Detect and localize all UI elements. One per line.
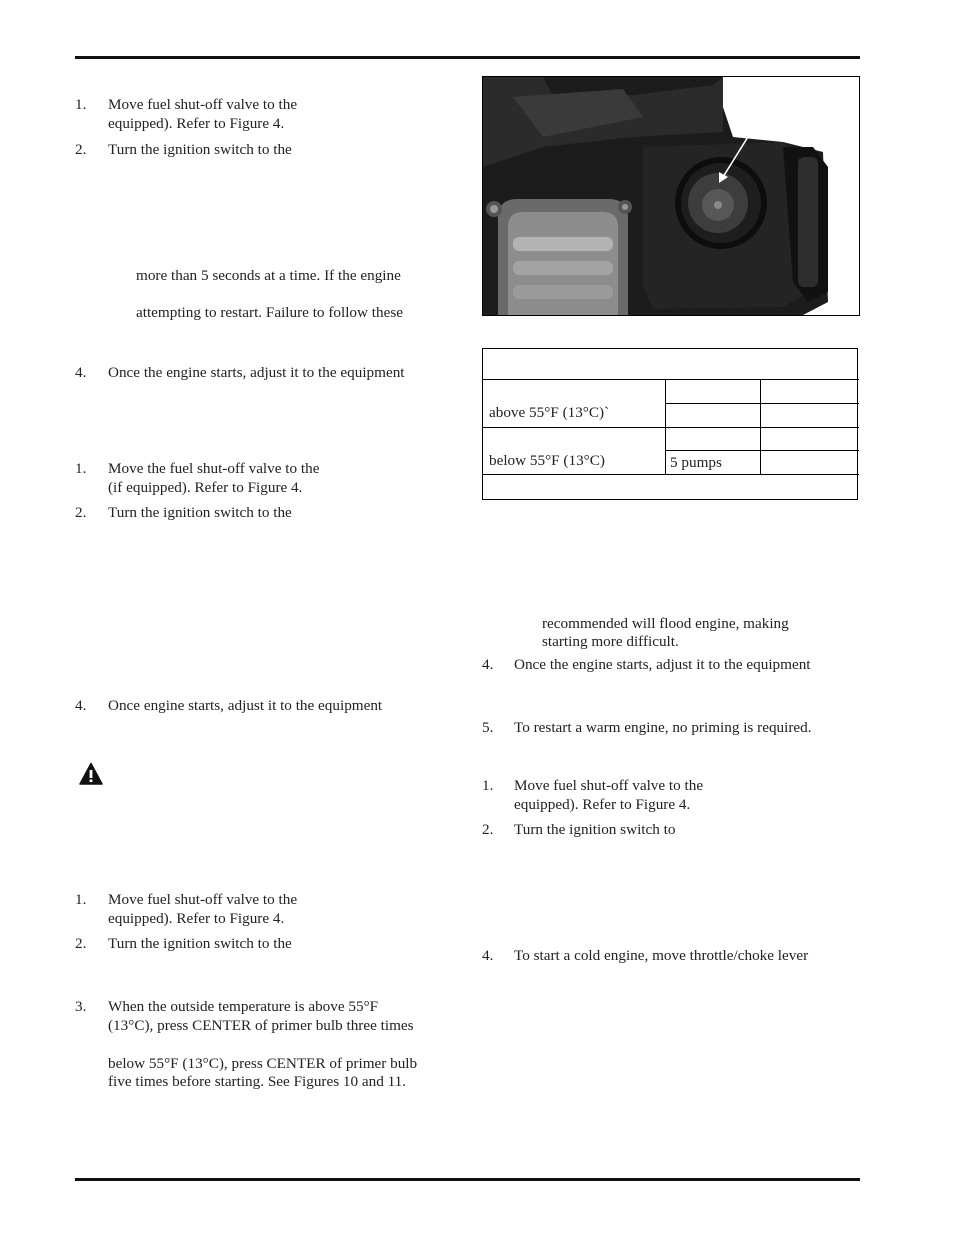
list-number: 5.: [482, 719, 494, 736]
list-item-text: (if equipped). Refer to Figure 4.: [108, 479, 303, 496]
list-item-text: Turn the ignition switch to the: [108, 935, 292, 952]
list-number: 2.: [75, 141, 87, 158]
table-rule: [665, 379, 666, 474]
note-text: attempting to restart. Failure to follow these: [136, 304, 403, 321]
table-rule: [483, 474, 859, 475]
engine-primer-bulb-photo: [482, 76, 860, 316]
list-item-text: Turn the ignition switch to the: [108, 504, 292, 521]
table-rule: [760, 379, 761, 474]
list-item-text: five times before starting. See Figures 10 and 11.: [108, 1073, 407, 1090]
note-text: more than 5 seconds at a time. If the engine: [136, 267, 401, 284]
list-item-text: When the outside temperature is above 55°F: [108, 998, 379, 1015]
list-item-text: equipped). Refer to Figure 4.: [108, 115, 285, 132]
table-rule: [666, 450, 859, 451]
note-text: starting more difficult.: [542, 633, 679, 650]
list-number: 4.: [75, 364, 87, 381]
warning-triangle-icon: [79, 762, 103, 786]
list-number: 4.: [75, 697, 87, 714]
table-rule: [483, 379, 859, 380]
list-number: 1.: [482, 777, 494, 794]
list-item-text: below 55°F (13°C), press CENTER of primer bulb: [108, 1055, 418, 1072]
list-item-text: equipped). Refer to Figure 4.: [514, 796, 691, 813]
footer-rule: [75, 1178, 860, 1181]
list-item-text: Move fuel shut-off valve to the: [108, 891, 298, 908]
table-cell: above 55°F (13°C)`: [489, 404, 610, 421]
engine-image: [483, 77, 859, 315]
table-rule: [666, 403, 859, 404]
list-number: 1.: [75, 460, 87, 477]
list-number: 1.: [75, 96, 87, 113]
list-item-text: Once the engine starts, adjust it to the equipment: [108, 364, 405, 381]
list-number: 1.: [75, 891, 87, 908]
primer-table: [482, 348, 858, 500]
list-number: 2.: [75, 935, 87, 952]
list-item-text: Move fuel shut-off valve to the: [514, 777, 704, 794]
list-number: 4.: [482, 656, 494, 673]
list-item-text: Move fuel shut-off valve to the: [108, 96, 298, 113]
list-item-text: (13°C), press CENTER of primer bulb three times: [108, 1017, 414, 1034]
list-item-text: To start a cold engine, move throttle/choke lever: [514, 947, 809, 964]
list-number: 2.: [75, 504, 87, 521]
list-item-text: Once the engine starts, adjust it to the equipment: [514, 656, 811, 673]
table-cell: below 55°F (13°C): [489, 452, 605, 469]
table-rule: [483, 427, 859, 428]
list-number: 3.: [75, 998, 87, 1015]
list-item-text: Once engine starts, adjust it to the equipment: [108, 697, 383, 714]
header-rule: [75, 56, 860, 59]
list-number: 2.: [482, 821, 494, 838]
table-cell: 5 pumps: [670, 454, 722, 471]
note-text: recommended will flood engine, making: [542, 615, 789, 632]
list-item-text: equipped). Refer to Figure 4.: [108, 910, 285, 927]
list-item-text: To restart a warm engine, no priming is required.: [514, 719, 812, 736]
list-number: 4.: [482, 947, 494, 964]
list-item-text: Turn the ignition switch to the: [108, 141, 292, 158]
list-item-text: Move the fuel shut-off valve to the: [108, 460, 320, 477]
list-item-text: Turn the ignition switch to: [514, 821, 676, 838]
